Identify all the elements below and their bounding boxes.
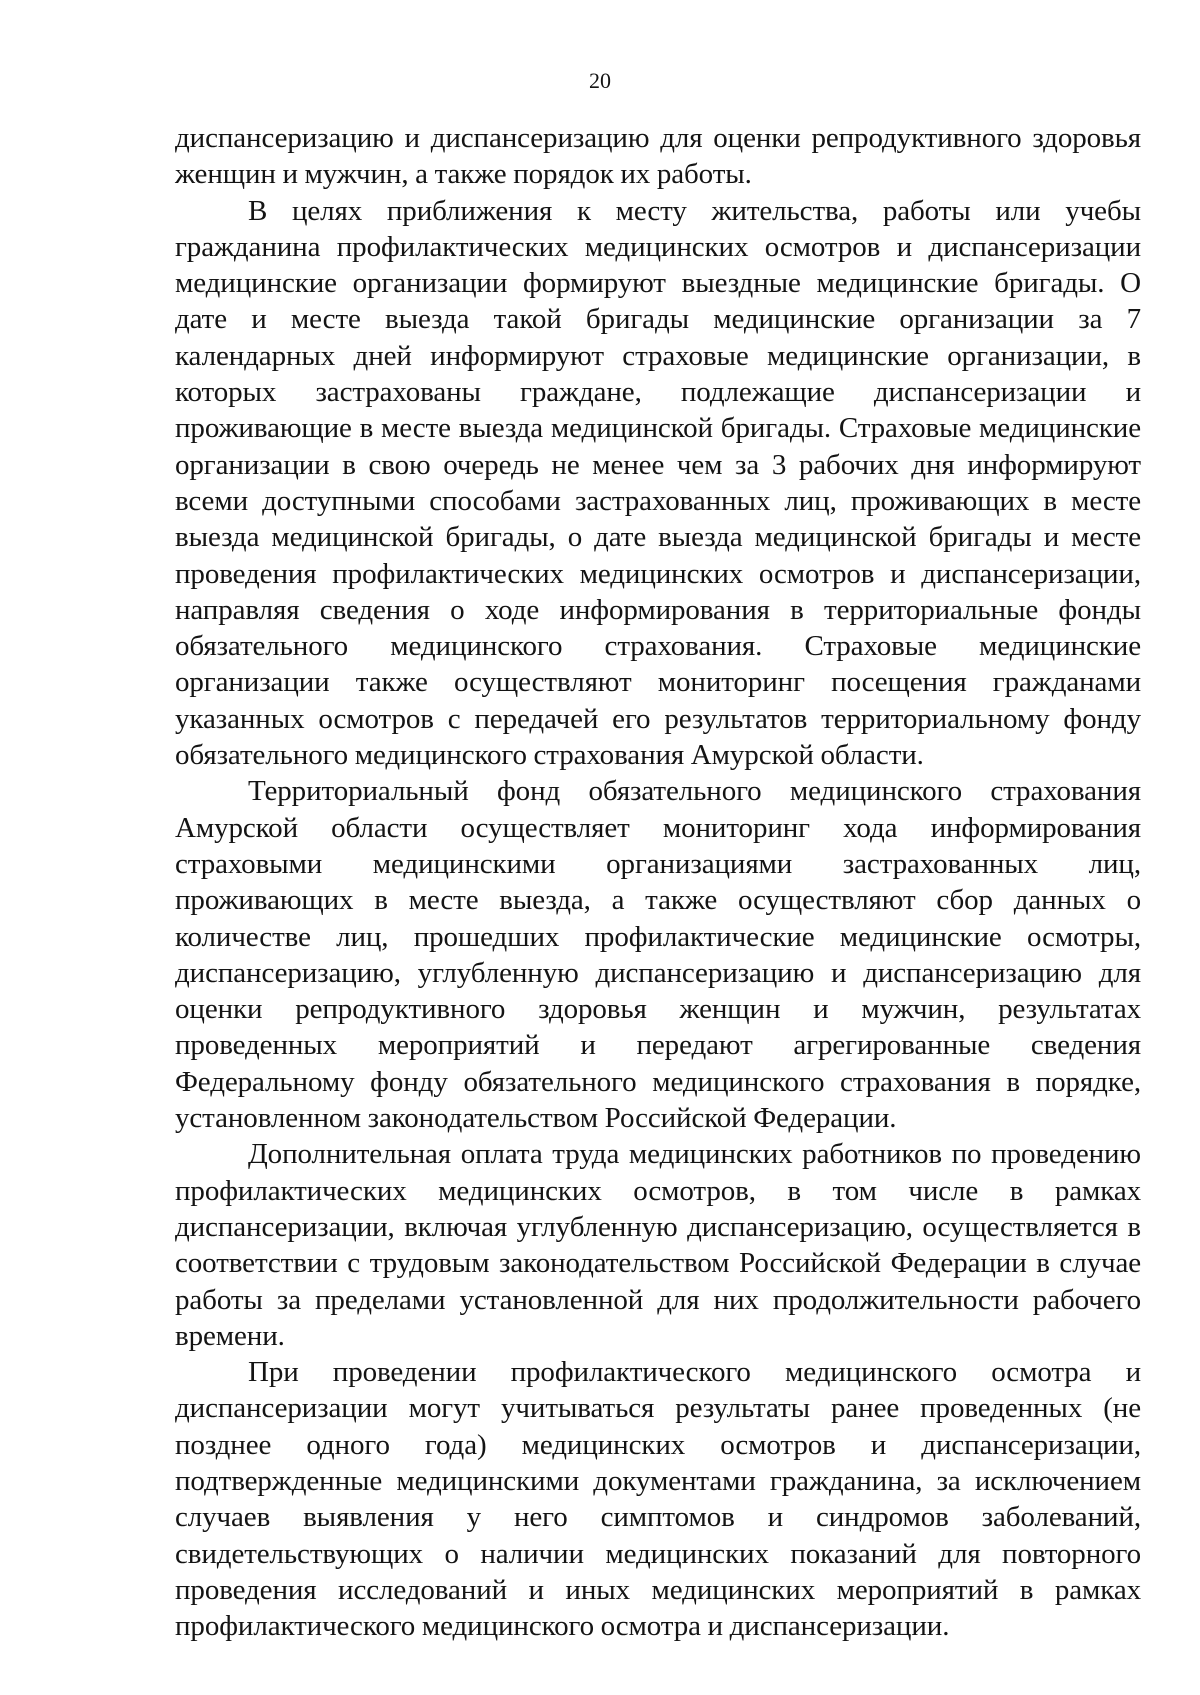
document-body xyxy=(175,120,1141,1644)
paragraph-continuation: диспансеризацию и диспансеризацию для оценки репродуктивного здоровья женщин и мужчин, а также порядок их работы. xyxy=(175,122,1141,191)
paragraph-prior-results: При проведении профилактического медицинского осмотра и диспансеризации могут учитываться результаты ранее проведенных (не позднее одного года) медицинских осмотров и диспансеризации, подтвержденные медицинскими документами гражданина, за исключением случаев выявления у него симптомов и синдромов заболеваний, свидетельствующих о наличии медицинских показаний для повторного проведения исследований и иных медицинских мероприятий в рамках профилактического медицинского осмотра и диспансеризации. xyxy=(175,1356,1141,1643)
paragraph-mobile-teams: В целях приближения к месту жительства, работы или учебы гражданина профилактических медицинских осмотров и диспансеризации медицинские организации формируют выездные медицинские бригады. О дате и месте выезда такой бригады медицинские организации за 7 календарных дней информируют страховые медицинские организации, в которых застрахованы граждане, подлежащие диспансеризации и проживающие в месте выезда медицинской бригады. Страховые медицинские организации в свою очередь не менее чем за 3 рабочих дня информируют всеми доступными способами застрахованных лиц, проживающих в месте выезда медицинской бригады, о дате выезда медицинской бригады и месте проведения профилактических медицинских осмотров и диспансеризации, направляя сведения о ходе информирования в территориальные фонды обязательного медицинского страхования. Страховые медицинские организации также осуществляют мониторинг посещения гражданами указанных осмотров с передачей его результатов территориальному фонду обязательного медицинского страхования Амурской области. xyxy=(175,194,1141,772)
paragraph-territorial-fund: Территориальный фонд обязательного медицинского страхования Амурской области осуществляет мониторинг хода информирования страховыми медицинскими организациями застрахованных лиц, проживающих в месте выезда, а также осуществляют сбор данных о количестве лиц, прошедших профилактические медицинские осмотры, диспансеризацию, углубленную диспансеризацию и диспансеризацию для оценки репродуктивного здоровья женщин и мужчин, результатах проведенных мероприятий и передают агрегированные сведения Федеральному фонду обязательного медицинского страхования в порядке, установленном законодательством Российской Федерации. xyxy=(175,775,1141,1135)
paragraph-additional-pay: Дополнительная оплата труда медицинских работников по проведению профилактических медицинских осмотров, в том числе в рамках диспансеризации, включая углубленную диспансеризацию, осуществляется в соответствии с трудовым законодательством Российской Федерации в случае работы за пределами установленной для них продолжительности рабочего времени. xyxy=(175,1138,1141,1352)
page-number: 20 xyxy=(589,68,611,93)
